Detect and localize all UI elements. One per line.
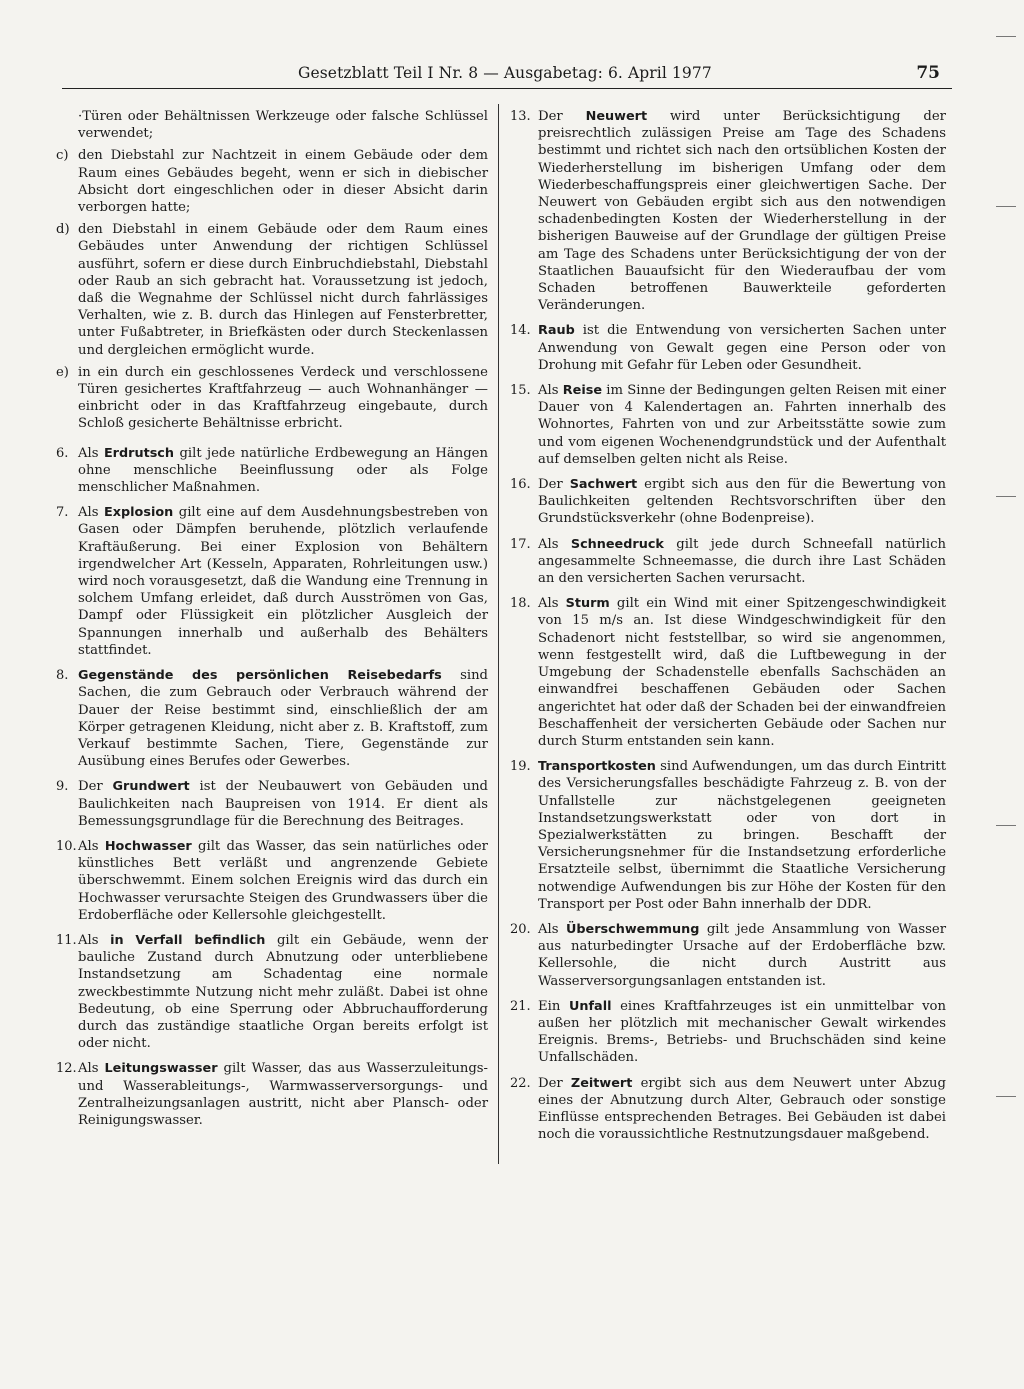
item-term: Reise bbox=[562, 383, 602, 399]
left-column bbox=[56, 108, 488, 1137]
sub-label: d) bbox=[56, 222, 70, 238]
definition-item-18 bbox=[510, 595, 946, 750]
right-column bbox=[510, 108, 946, 1151]
definition-item-9 bbox=[56, 778, 488, 830]
definition-item-8 bbox=[56, 667, 488, 770]
sub-text: in ein durch ein geschlossenes Verdeck und verschlossene Türen gesichertes Kraftfahrzeug — auch Wohnanhänger — einbricht oder in das Kraftfahrzeug eingebaute, durch Schloß gesicherte Behältnisse erbricht. bbox=[78, 364, 488, 432]
item-number: 19. bbox=[510, 759, 531, 775]
header-title: Gesetzblatt Teil I Nr. 8 — Ausgabetag: 6. April 1977 bbox=[298, 64, 712, 82]
item-prefix: Als bbox=[78, 932, 99, 948]
item-number: 11. bbox=[56, 932, 77, 948]
item-number: 21. bbox=[510, 998, 531, 1014]
item-number: 16. bbox=[510, 477, 531, 493]
item-prefix: Ein bbox=[538, 998, 561, 1014]
item-term: Erdrutsch bbox=[103, 445, 175, 461]
scan-margin-mark bbox=[996, 206, 1016, 207]
item-term: Gegenstände des persönlichen Reisebedarfs bbox=[78, 668, 442, 684]
item-term: Hochwasser bbox=[104, 838, 192, 854]
item-term: Schneedruck bbox=[570, 536, 664, 552]
definition-item-17 bbox=[510, 536, 946, 588]
item-prefix: Als bbox=[78, 1061, 99, 1077]
sub-text: den Diebstahl zur Nachtzeit in einem Gebäude oder dem Raum eines Gebäudes begeht, wenn er sich in diebischer Absicht dort eingeschlichen oder in dieser Absicht darin verborgen hatte; bbox=[78, 148, 488, 216]
definition-item-19 bbox=[510, 758, 946, 913]
definition-item-13 bbox=[510, 108, 946, 314]
definition-item-11 bbox=[56, 932, 488, 1052]
item-text: ist der Neubauwert von Gebäuden und Baulichkeiten nach Baupreisen von 1914. Er dient als Bemessungsgrundlage für die Berechnung des Beitrages. bbox=[78, 779, 489, 829]
scan-margin-mark bbox=[996, 825, 1016, 826]
item-term: Zeitwert bbox=[570, 1075, 633, 1091]
item-text: ergibt sich aus dem Neuwert unter Abzug eines der Abnutzung durch Alter, Gebrauch oder sonstige Einflüsse entsprechenden Betrages. Bei Gebäuden ist dabei noch die voraussichtliche Restnutzungsdauer maßgebend. bbox=[538, 1075, 946, 1143]
definition-item-20 bbox=[510, 921, 946, 990]
item-text: eines Kraftfahrzeuges ist ein unmittelbar von außen her plötzlich mit mechanischer Gewalt wirkendes Ereignis. Brems-, Betriebs- und Bruchschäden sind keine Unfallschäden. bbox=[538, 998, 946, 1066]
sub-item-c bbox=[56, 147, 488, 216]
item-prefix: Als bbox=[538, 383, 559, 399]
item-number: 9. bbox=[56, 779, 69, 795]
scan-margin-mark bbox=[996, 496, 1016, 497]
item-number: 20. bbox=[510, 921, 531, 937]
item-number: 7. bbox=[56, 505, 69, 521]
item-prefix: Als bbox=[78, 445, 99, 461]
item-text: gilt ein Wind mit einer Spitzengeschwindigkeit von 15 m/s an. Ist diese Windgeschwindigkeit für den Schadenort nicht feststellbar, so wird sie angenommen, wenn festgestellt wird, daß die Luftbewegung in der Umgebung der Schadenstelle ebenfalls Sachschäden an einwandfrei beschaffenen Gebäuden oder Sachen angerichtet hat oder daß der Schaden bei der einwandfreien Beschaffenheit der versicherten Gebäude oder Sachen nur durch Sturm entstanden sein kann. bbox=[538, 596, 946, 749]
column-divider bbox=[498, 104, 499, 1164]
item-prefix: Der bbox=[78, 779, 103, 795]
sub-label: e) bbox=[56, 364, 69, 380]
item-number: 13. bbox=[510, 109, 531, 124]
item-number: 18. bbox=[510, 596, 531, 612]
item-text: gilt eine auf dem Ausdehnungsbestreben von Gasen oder Dämpfen beruhende, plötzlich verlaufende Kraftäußerung. Bei einer Explosion von Behältern irgendwelcher Art (Kesseln, Apparaten, Rohrleitungen usw.) wird noch vorausgesetzt, daß die Wandung eine Trennung in solchem Umfang erleidet, daß durch Ausströmen von Gas, Dampf oder Flüssigkeit ein plötzlicher Ausgleich der Spannungen innerhalb und außerhalb des Behälters stattfindet. bbox=[78, 505, 488, 658]
item-number: 17. bbox=[510, 536, 531, 552]
item-text: gilt ein Gebäude, wenn der bauliche Zustand durch Abnutzung oder unterbliebene Instandsetzung am Schadentag eine normale zweckbestimmte Nutzung nicht mehr zuläßt. Dabei ist ohne Bedeutung, ob eine Sperrung oder Abbruchaufforderung durch das zuständige staatliche Organ bereits erfolgt ist oder nicht. bbox=[78, 932, 488, 1052]
definition-item-15 bbox=[510, 382, 946, 468]
item-term: Transportkosten bbox=[538, 759, 656, 775]
item-term: Sachwert bbox=[569, 477, 638, 493]
continued-text: ·Türen oder Behältnissen Werkzeuge oder falsche Schlüssel verwendet; bbox=[78, 109, 488, 142]
item-number: 8. bbox=[56, 668, 69, 684]
definition-item-7 bbox=[56, 504, 488, 659]
item-prefix: Als bbox=[538, 921, 559, 937]
page-number: 75 bbox=[916, 63, 940, 83]
definition-item-10 bbox=[56, 838, 488, 924]
scan-margin-mark bbox=[996, 1096, 1016, 1097]
item-term: in Verfall befindlich bbox=[110, 932, 266, 948]
item-text: ist die Entwendung von versicherten Sachen unter Anwendung von Gewalt gegen eine Person oder von Drohung mit Gefahr für Leben oder Gesundheit. bbox=[538, 323, 946, 373]
item-text: gilt jede natürliche Erdbewegung an Hängen ohne menschliche Beeinflussung oder als Folge menschlicher Maßnahmen. bbox=[78, 445, 488, 496]
item-prefix: Als bbox=[78, 838, 99, 854]
item-text: gilt das Wasser, das sein natürliches oder künstliches Bett verläßt und angrenzende Gebiete überschwemmt. Einem solchen Ereignis wird das durch ein Hochwasser verursachte Steigen des Grundwassers über die Erdoberfläche oder Kellersohle gleichgestellt. bbox=[78, 838, 488, 923]
item-term: Unfall bbox=[568, 998, 612, 1014]
sub-item-d bbox=[56, 221, 488, 359]
item-text: gilt Wasser, das aus Wasserzuleitungs- und Wasserableitungs-, Warmwasserversorgungs- und Zentralheizungsanlagen austritt, nicht aber Plansch- oder Reinigungswasser. bbox=[78, 1061, 488, 1128]
item-text: gilt jede durch Schneefall natürlich angesammelte Schneemasse, die durch ihre Last Schäden an den versicherten Sachen verursacht. bbox=[538, 536, 946, 587]
item-number: 12. bbox=[56, 1061, 77, 1077]
item-number: 14. bbox=[510, 323, 531, 339]
item-prefix: Als bbox=[538, 536, 559, 552]
item-prefix: Der bbox=[538, 1075, 563, 1091]
item-text: ergibt sich aus den für die Bewertung von Baulichkeiten geltenden Rechtsvorschriften über den Grundstücksverkehr (ohne Bodenpreise). bbox=[538, 477, 946, 527]
definition-item-16 bbox=[510, 476, 946, 528]
sub-item-e bbox=[56, 364, 488, 433]
item-number: 10. bbox=[56, 838, 77, 854]
definition-item-6 bbox=[56, 445, 488, 497]
item-number: 6. bbox=[56, 445, 69, 461]
page-header bbox=[62, 62, 952, 89]
item-number: 22. bbox=[510, 1075, 531, 1091]
item-term: Grundwert bbox=[112, 779, 190, 795]
item-text: gilt jede Ansammlung von Wasser aus naturbedingter Ursache auf der Erdoberfläche bzw. Kellersohle, die nicht durch Austritt aus Wasserversorgungsanlagen entstanden ist. bbox=[538, 921, 947, 989]
item-prefix: Als bbox=[538, 596, 559, 612]
sub-label: c) bbox=[56, 148, 69, 164]
sub-text: den Diebstahl in einem Gebäude oder dem Raum eines Gebäudes unter Anwendung der richtigen Schlüssel ausführt, sofern er diese durch Einbruchdiebstahl, Diebstahl oder Raub an sich gebracht hat. Voraussetzung ist jedoch, daß die Wegnahme der Schlüssel nicht durch fahrlässiges Verhalten, wie z. B. durch das Hinlegen auf Fensterbretter, unter Fußabtreter, in Briefkästen oder durch Steckenlassen und dergleichen ermöglicht wurde. bbox=[78, 222, 488, 358]
item-prefix: Der bbox=[538, 477, 563, 493]
item-prefix: Als bbox=[78, 505, 99, 521]
item-term: Sturm bbox=[565, 596, 610, 612]
item-term: Neuwert bbox=[585, 109, 648, 124]
item-term: Explosion bbox=[104, 505, 174, 521]
item-term: Leitungswasser bbox=[104, 1061, 218, 1077]
scan-margin-mark bbox=[996, 36, 1016, 37]
item-text: sind Aufwendungen, um das durch Eintritt des Versicherungsfalles beschädigte Fahrzeug z. B. von der Unfallstelle zur nächstgelegenen geeigneten Instandsetzungswerkstatt oder von dort in Spezialwerkstätten zu bringen. Beschafft der Versicherungsnehmer für die Instandsetzung erforderliche Ersatzteile selbst, übernimmt die Staatliche Versicherung notwendige Aufwendungen bis zur Höhe der Kosten für den Transport per Post oder Bahn innerhalb der DDR. bbox=[538, 759, 946, 912]
definition-item-14 bbox=[510, 322, 946, 374]
item-prefix: Der bbox=[538, 109, 563, 124]
item-text: sind Sachen, die zum Gebrauch oder Verbrauch während der Dauer der Reise bestimmt sind, einschließlich der am Körper getragenen Kleidung, nicht aber z. B. Kraftstoff, zum Verkauf bestimmte Sachen, Tiere, Gegenstände zur Ausübung eines Berufes oder Gewerbes. bbox=[78, 668, 488, 770]
item-term: Raub bbox=[538, 323, 575, 339]
item-term: Überschwemmung bbox=[565, 921, 700, 937]
item-text: wird unter Berücksichtigung der preisrechtlich zulässigen Preise am Tage des Schadens bestimmt und richtet sich nach den ortsüblichen Kosten der Wiederherstellung im bisherigen Umfang oder dem Wiederbeschaffungspreis einer gleichwertigen Sache. Der Neuwert von Gebäuden ergibt sich aus den notwendigen schadenbedingten Kosten der Wiederherstellung in der bisherigen Bauweise auf der Grundlage der gültigen Preise am Tage des Schadens unter Berücksichtigung der von der Staatlichen Bauaufsicht für den Wiederaufbau der vom Schaden betroffenen Bauwerkteile geforderten Veränderungen. bbox=[538, 109, 946, 314]
item-text: im Sinne der Bedingungen gelten Reisen mit einer Dauer von 4 Kalendertagen an. Fahrten innerhalb des Wohnortes, Fahrten von und zur Arbeitsstätte sowie zum und vom eigenen Wochenendgrundstück und der Aufenthalt auf demselben gelten nicht als Reise. bbox=[538, 383, 946, 467]
definition-item-21 bbox=[510, 998, 946, 1067]
definition-item-12 bbox=[56, 1060, 488, 1129]
definition-item-22 bbox=[510, 1075, 946, 1144]
item-number: 15. bbox=[510, 383, 531, 399]
